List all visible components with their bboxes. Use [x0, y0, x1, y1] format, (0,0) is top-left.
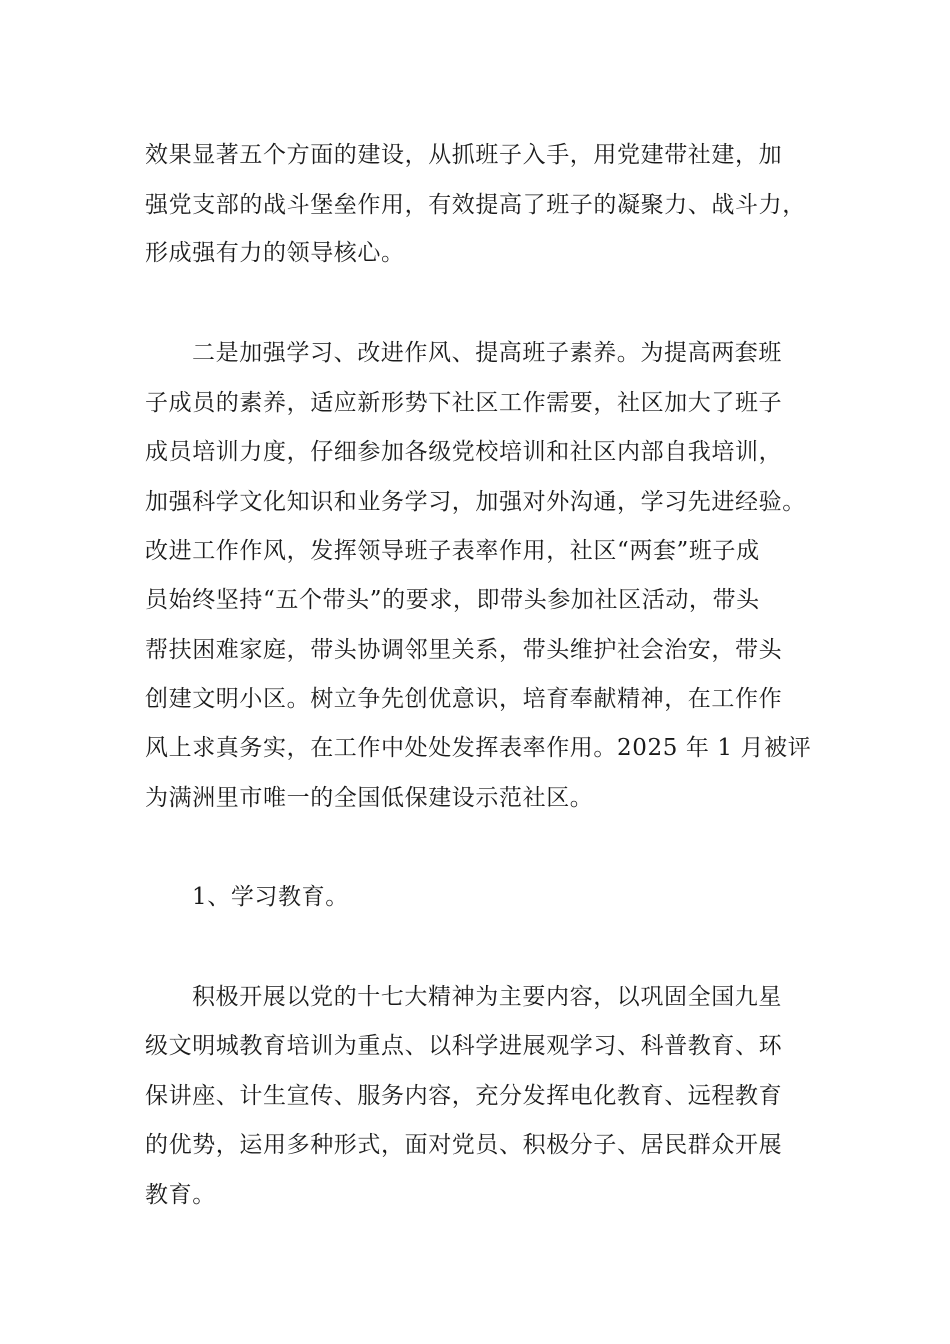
paragraph-line: 为满洲里市唯一的全国低保建设示范社区。: [145, 785, 594, 811]
paragraph-line: 加强科学文化知识和业务学习，加强对外沟通，学习先进经验。: [145, 489, 806, 515]
paragraph-line: 形成强有力的领导核心。: [145, 240, 405, 266]
paragraph-line: 强党支部的战斗堡垒作用，有效提高了班子的凝聚力、战斗力，: [145, 192, 806, 218]
paragraph-line: 员始终坚持“五个带头”的要求，即带头参加社区活动，带头: [145, 587, 760, 613]
paragraph-line: 的优势，运用多种形式，面对党员、积极分子、居民群众开展: [145, 1132, 783, 1158]
paragraph-line: 级文明城教育培训为重点、以科学进展观学习、科普教育、环: [145, 1033, 783, 1059]
paragraph-line: 积极开展以党的十七大精神为主要内容，以巩固全国九星: [192, 984, 782, 1010]
paragraph-line: 二是加强学习、改进作风、提高班子素养。为提高两套班: [192, 340, 782, 366]
paragraph-line: 子成员的素养，适应新形势下社区工作需要，社区加大了班子: [145, 390, 783, 416]
paragraph-line: 帮扶困难家庭，带头协调邻里关系，带头维护社会治安，带头: [145, 637, 783, 663]
paragraph-line: 创建文明小区。树立争先创优意识，培育奉献精神，在工作作: [145, 686, 783, 712]
paragraph-line: 成员培训力度，仔细参加各级党校培训和社区内部自我培训，: [145, 439, 783, 465]
paragraph-line: 改进工作作风，发挥领导班子表率作用，社区“两套”班子成: [145, 538, 760, 564]
paragraph-line: 效果显著五个方面的建设，从抓班子入手，用党建带社建，加: [145, 142, 783, 168]
section-heading: 1、学习教育。: [192, 884, 349, 910]
paragraph-line: 保讲座、计生宣传、服务内容，充分发挥电化教育、远程教育: [145, 1083, 783, 1109]
paragraph-line: 教育。: [145, 1182, 216, 1208]
paragraph-line: 风上求真务实，在工作中处处发挥表率作用。2025 年 1 月被评: [145, 735, 812, 761]
